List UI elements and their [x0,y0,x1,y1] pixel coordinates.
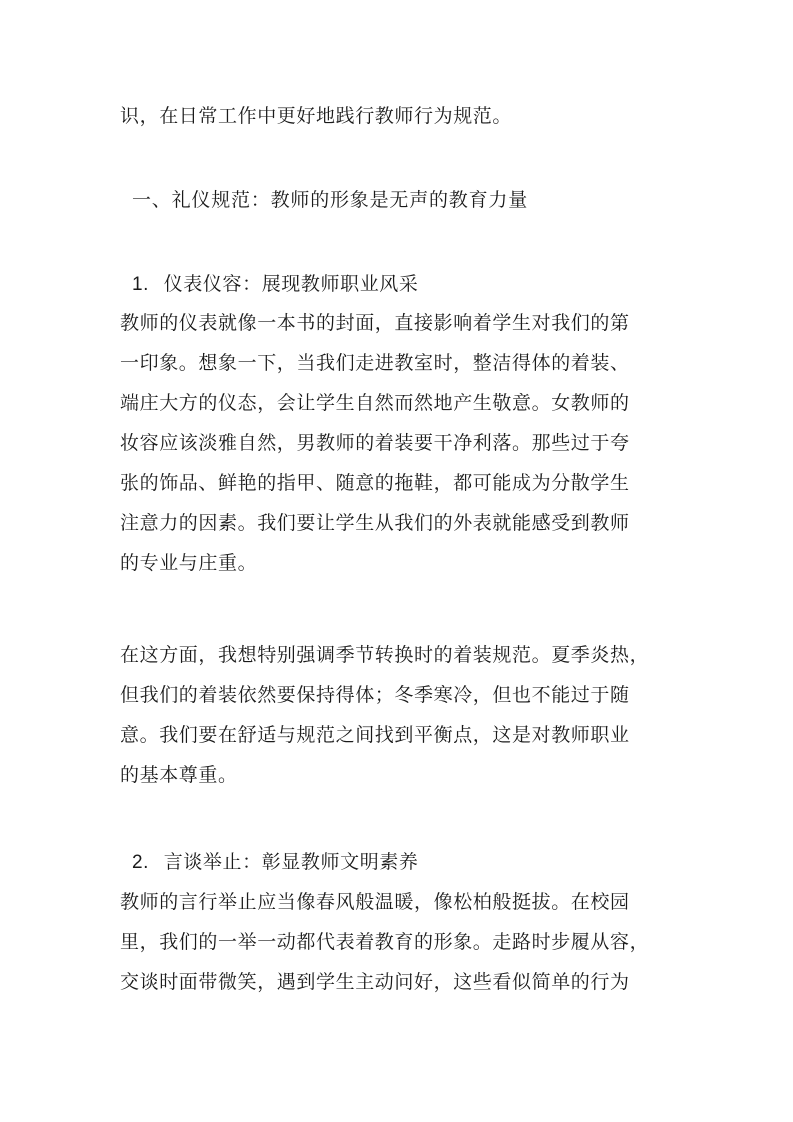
subheading-2-number: 2. [132,852,150,873]
paragraph-line: 意。我们要在舒适与规范之间找到平衡点，这是对教师职业 [120,724,630,746]
intro-tail-line: 识，在日常工作中更好地践行教师行为规范。 [120,105,513,127]
paragraph-line: 但我们的着装依然要保持得体；冬季寒冷，但也不能过于随 [120,684,630,706]
paragraph-line: 的基本尊重。 [120,764,238,786]
paragraph-line: 注意力的因素。我们要让学生从我们的外表就能感受到教师 [120,512,630,534]
paragraph-line: 妆容应该淡雅自然，男教师的着装要干净利落。那些过于夸 [120,432,630,454]
paragraph-line: 交谈时面带微笑，遇到学生主动问好，这些看似简单的行为 [120,971,630,993]
paragraph-line: 的专业与庄重。 [120,552,258,574]
subheading-2-title: 言谈举止：彰显教师文明素养 [163,851,419,873]
paragraph-line: 在这方面，我想特别强调季节转换时的着装规范。夏季炎热， [120,644,650,666]
paragraph-line: 端庄大方的仪态，会让学生自然而然地产生敬意。女教师的 [120,392,630,414]
subheading-2 [132,848,419,877]
section-heading: 一、礼仪规范：教师的形象是无声的教育力量 [132,189,529,211]
subheading-1 [132,270,419,299]
paragraph-line: 一印象。想象一下，当我们走进教室时，整洁得体的着装、 [120,352,630,374]
subheading-1-number: 1. [132,274,150,295]
paragraph-line: 张的饰品、鲜艳的指甲、随意的拖鞋，都可能成为分散学生 [120,472,630,494]
paragraph-line: 里，我们的一举一动都代表着教育的形象。走路时步履从容， [120,931,650,953]
paragraph-line: 教师的言行举止应当像春风般温暖，像松柏般挺拔。在校园 [120,891,630,913]
subheading-1-title: 仪表仪容：展现教师职业风采 [163,273,419,295]
paragraph-line: 教师的仪表就像一本书的封面，直接影响着学生对我们的第 [120,312,630,334]
